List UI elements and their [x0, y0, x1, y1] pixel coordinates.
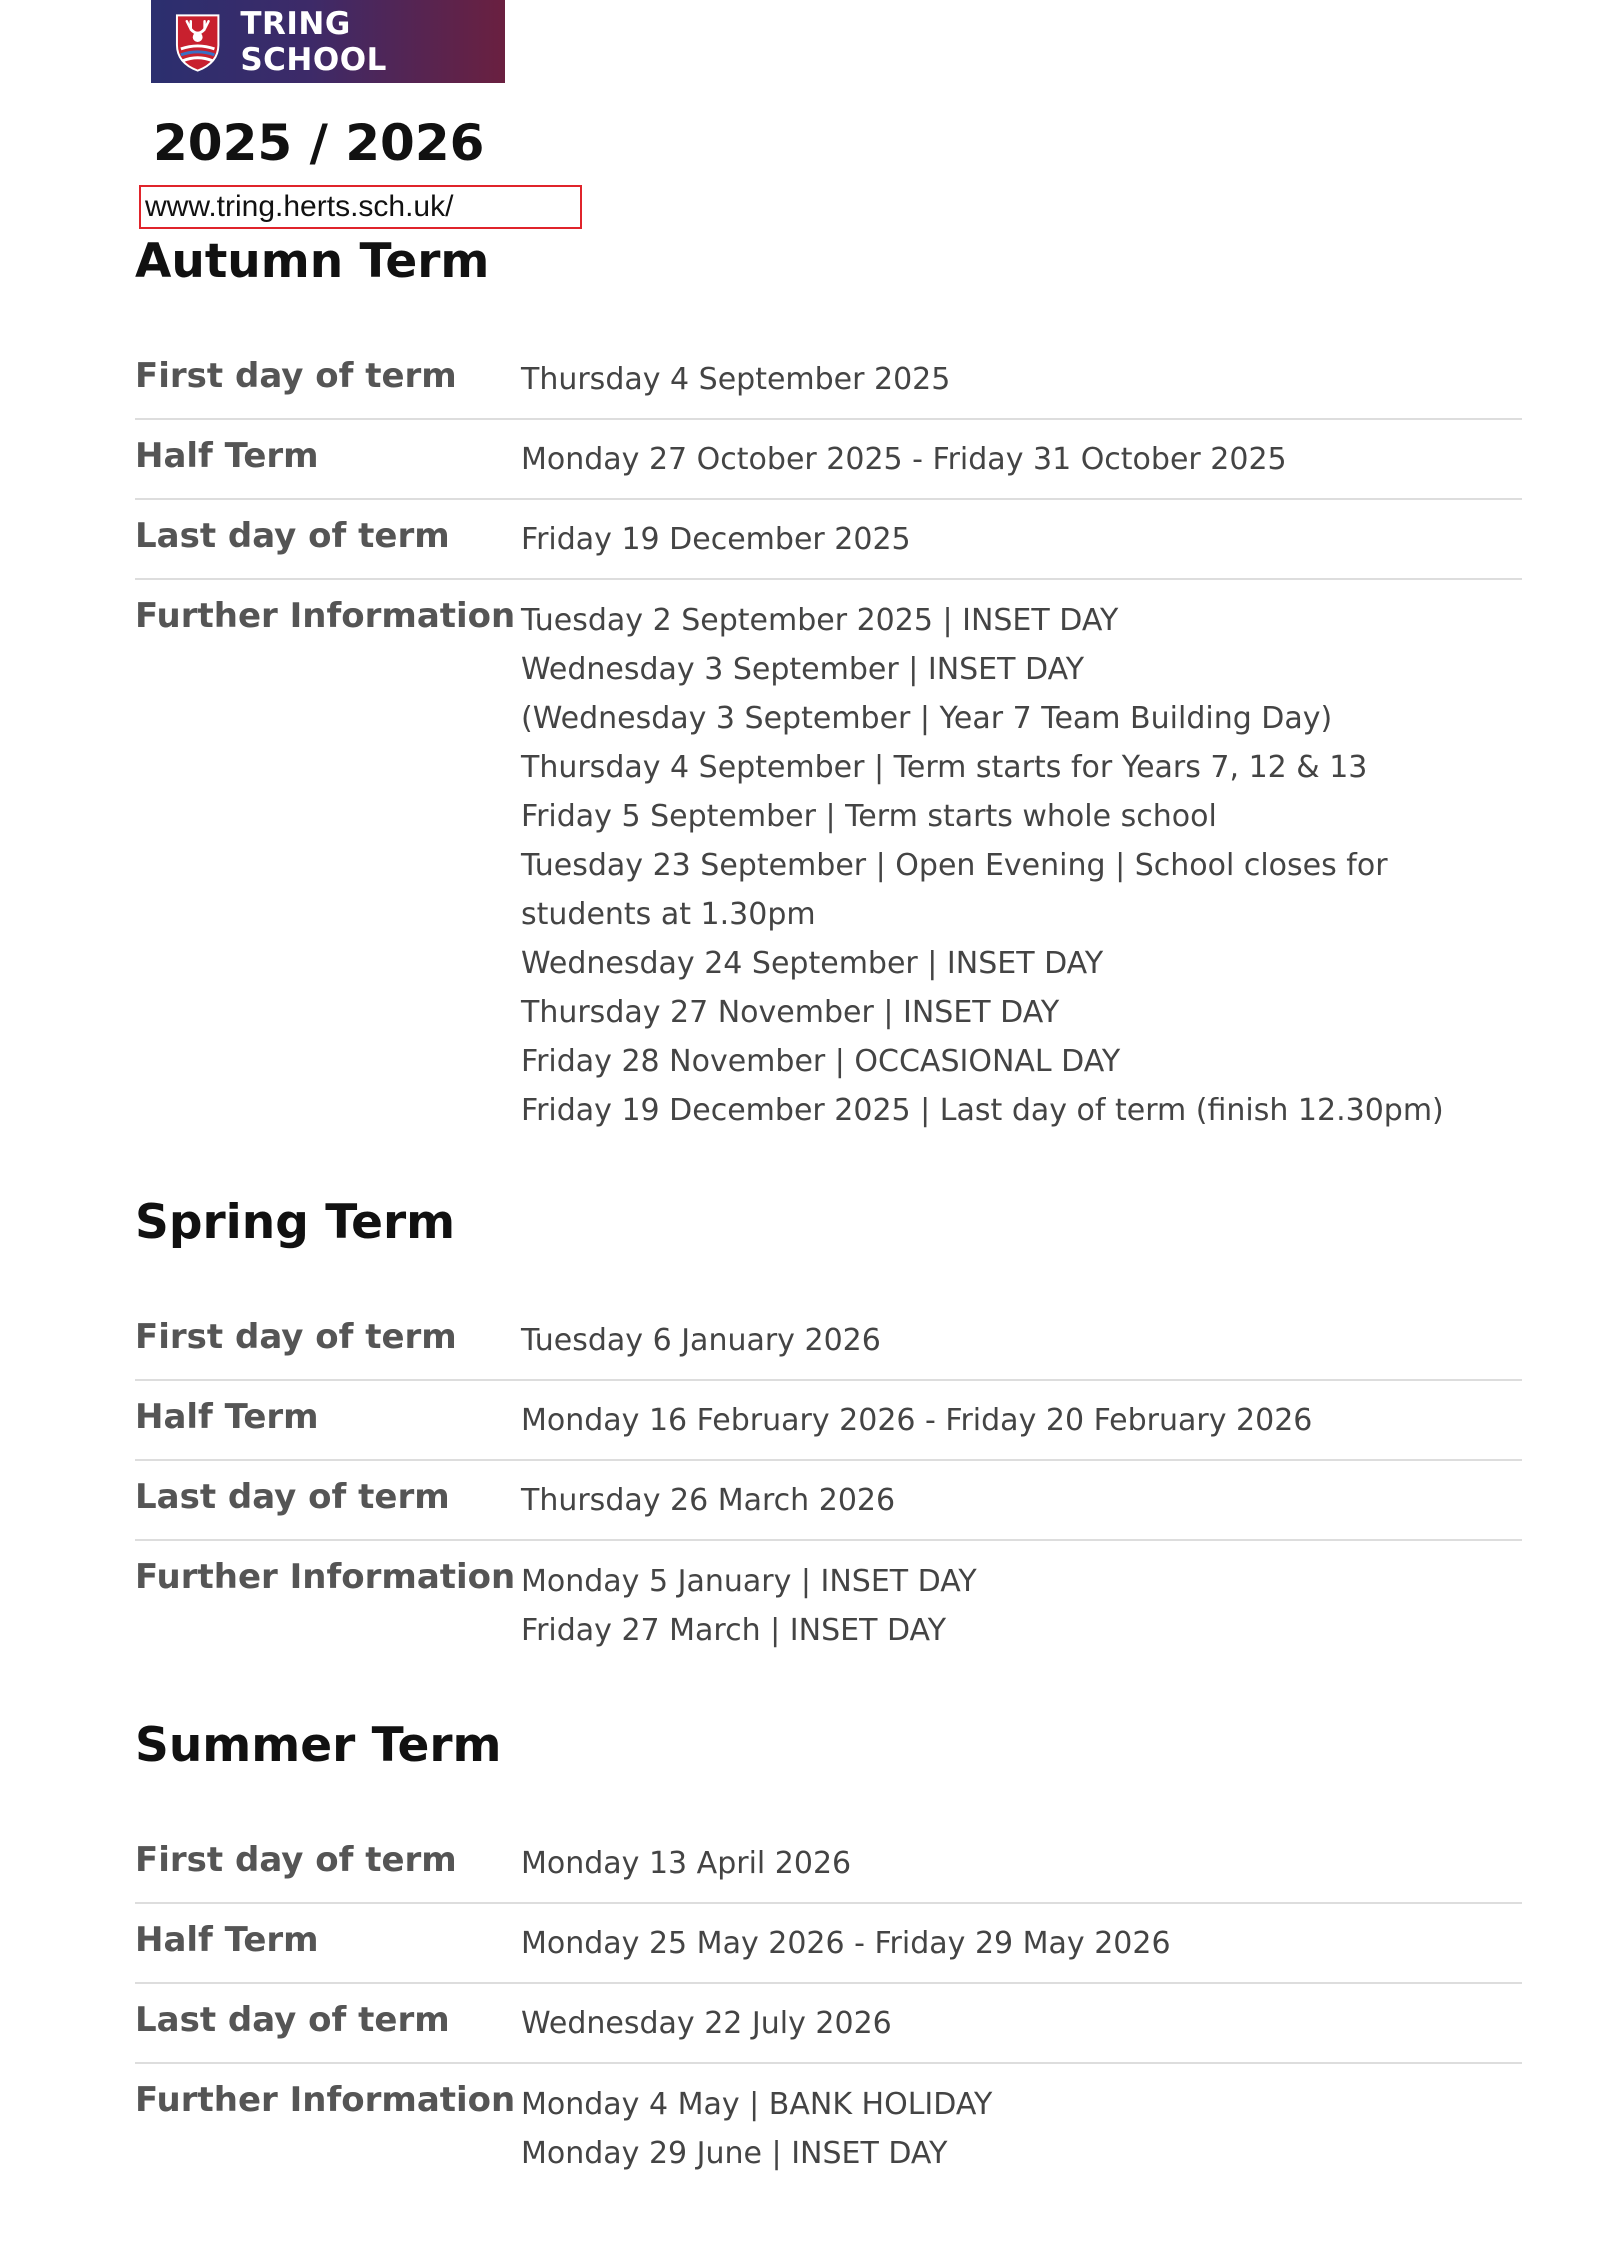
term-title: Autumn Term	[135, 234, 490, 289]
half-term-value: Monday 25 May 2026 - Friday 29 May 2026	[521, 1926, 1171, 1961]
first-day-row	[135, 340, 1522, 420]
info-item: Monday 29 June | INSET DAY	[521, 2136, 948, 2171]
row-label: Half Term	[135, 1920, 319, 1960]
term-dates-table	[135, 1824, 1522, 2178]
further-info-list	[521, 580, 1522, 1135]
half-term-value: Monday 27 October 2025 - Friday 31 October 2025	[521, 442, 1287, 477]
last-day-value: Friday 19 December 2025	[521, 522, 911, 557]
summer-term-section	[135, 1716, 1522, 2178]
row-label: Half Term	[135, 436, 319, 476]
further-info-list	[521, 2064, 992, 2178]
school-logo	[151, 0, 505, 83]
academic-year-title: 2025 / 2026	[153, 114, 485, 172]
row-label: First day of term	[135, 1840, 457, 1880]
info-item: Wednesday 24 September | INSET DAY	[521, 946, 1104, 981]
last-day-value: Thursday 26 March 2026	[521, 1483, 896, 1518]
half-term-value: Monday 16 February 2026 - Friday 20 February 2026	[521, 1403, 1313, 1438]
row-label: Last day of term	[135, 1477, 450, 1517]
info-item: Thursday 27 November | INSET DAY	[521, 995, 1060, 1030]
half-term-row	[135, 420, 1522, 500]
info-item: Monday 5 January | INSET DAY	[521, 1564, 977, 1599]
term-title: Summer Term	[135, 1718, 502, 1773]
info-item: Wednesday 3 September | INSET DAY	[521, 652, 1085, 687]
half-term-row	[135, 1904, 1522, 1984]
info-item: Friday 28 November | OCCASIONAL DAY	[521, 1044, 1121, 1079]
info-item: Friday 5 September | Term starts whole school	[521, 799, 1217, 834]
info-item: Friday 27 March | INSET DAY	[521, 1613, 947, 1648]
half-term-row	[135, 1381, 1522, 1461]
school-crest-icon	[173, 11, 222, 73]
info-item: Monday 4 May | BANK HOLIDAY	[521, 2087, 993, 2122]
spring-term-section	[135, 1193, 1522, 1655]
further-info-list	[521, 1541, 977, 1655]
first-day-row	[135, 1824, 1522, 1904]
term-dates-table	[135, 340, 1522, 1135]
info-item: Friday 19 December 2025 | Last day of term (finish 12.30pm)	[521, 1093, 1444, 1128]
row-label: Further Information	[135, 596, 516, 636]
row-label: Further Information	[135, 2080, 516, 2120]
row-label: First day of term	[135, 1317, 457, 1357]
first-day-value: Monday 13 April 2026	[521, 1846, 852, 1881]
last-day-row	[135, 1461, 1522, 1541]
first-day-value: Tuesday 6 January 2026	[521, 1323, 881, 1358]
term-title: Spring Term	[135, 1195, 456, 1250]
row-label: Further Information	[135, 1557, 516, 1597]
school-website-url[interactable]: www.tring.herts.sch.uk/	[139, 185, 582, 229]
further-info-row	[135, 580, 1522, 1135]
first-day-value: Thursday 4 September 2025	[521, 362, 951, 397]
further-info-row	[135, 1541, 1522, 1655]
term-dates-table	[135, 1301, 1522, 1655]
autumn-term-section	[135, 232, 1522, 1135]
row-label: First day of term	[135, 356, 457, 396]
last-day-value: Wednesday 22 July 2026	[521, 2006, 892, 2041]
further-info-row	[135, 2064, 1522, 2178]
info-item: Tuesday 23 September | Open Evening | School closes for students at 1.30pm	[521, 848, 1388, 932]
info-item: Tuesday 2 September 2025 | INSET DAY	[521, 603, 1119, 638]
row-label: Last day of term	[135, 2000, 450, 2040]
row-label: Half Term	[135, 1397, 319, 1437]
last-day-row	[135, 500, 1522, 580]
info-item: (Wednesday 3 September | Year 7 Team Building Day)	[521, 701, 1333, 736]
school-name: TRING SCHOOL	[240, 5, 387, 78]
row-label: Last day of term	[135, 516, 450, 556]
last-day-row	[135, 1984, 1522, 2064]
first-day-row	[135, 1301, 1522, 1381]
info-item: Thursday 4 September | Term starts for Years 7, 12 & 13	[521, 750, 1368, 785]
